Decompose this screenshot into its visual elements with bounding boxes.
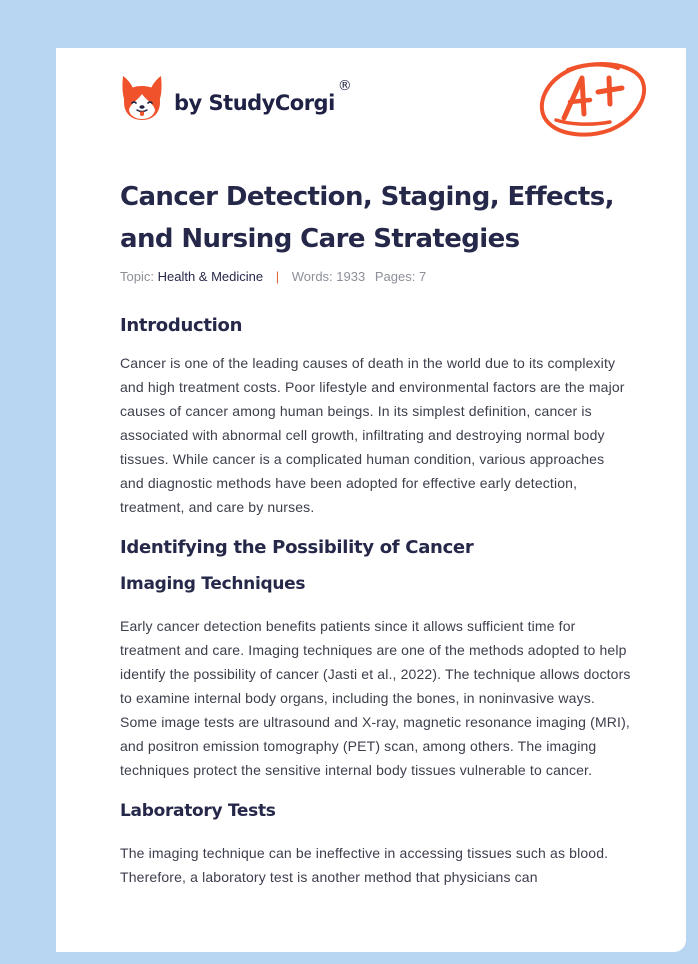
document-content [120,176,632,889]
heading-imaging-techniques: Imaging Techniques [120,574,306,594]
page-header [56,48,686,158]
heading-identifying-cancer: Identifying the Possibility of Cancer [120,537,474,558]
pages-count: 7 [418,269,427,284]
document-card [56,48,686,952]
topic-link[interactable]: Health & Medicine [157,269,264,284]
topic-label: Topic: [120,269,154,284]
document-meta [120,268,632,286]
words-count: 1933 [336,269,366,284]
paragraph-introduction: Cancer is one of the leading causes of death in the world due to its complexity and high treatment costs. Poor lifestyle and environmental factors are the major causes of cancer among human beings. In its simplest definition, cancer is associated with abnormal cell growth, infiltrating and destroying normal body tissues. While cancer is a complicated human condition, various approaches and diagnostic methods have been adopted for effective early detection, treatment, and care by nurses. [120,355,625,515]
corgi-logo-icon [120,74,164,122]
heading-laboratory-tests: Laboratory Tests [120,801,276,821]
meta-separator: | [275,269,280,284]
studycorgi-logo[interactable] [120,74,352,122]
document-title: Cancer Detection, Staging, Effects, and Nursing Care Strategies [120,182,614,254]
words-label: Words: [291,269,333,284]
paragraph-imaging-techniques: Early cancer detection benefits patients since it allows sufficient time for treatment and care. Imaging techniques are one of the methods adopted to help identify the possibility of cancer (Jasti et al., 2022). The technique allows doctors to examine internal body organs, including the bones, in noninvasive ways. Some image tests are ultrasound and X-ray, magnetic resonance imaging (MRI), and positron emission tomography (PET) scan, among others. The imaging techniques protect the sensitive internal body tissues vulnerable to cancer. [120,618,631,778]
heading-introduction: Introduction [120,315,243,336]
a-plus-grade-icon [538,58,648,140]
logo-text: by StudyCorgi [174,91,335,115]
pages-label: Pages: [374,269,416,284]
paragraph-laboratory-tests: The imaging technique can be ineffective in accessing tissues such as blood. Therefore, a laboratory test is another method that physicians can [120,845,609,885]
registered-mark: ® [337,78,352,94]
